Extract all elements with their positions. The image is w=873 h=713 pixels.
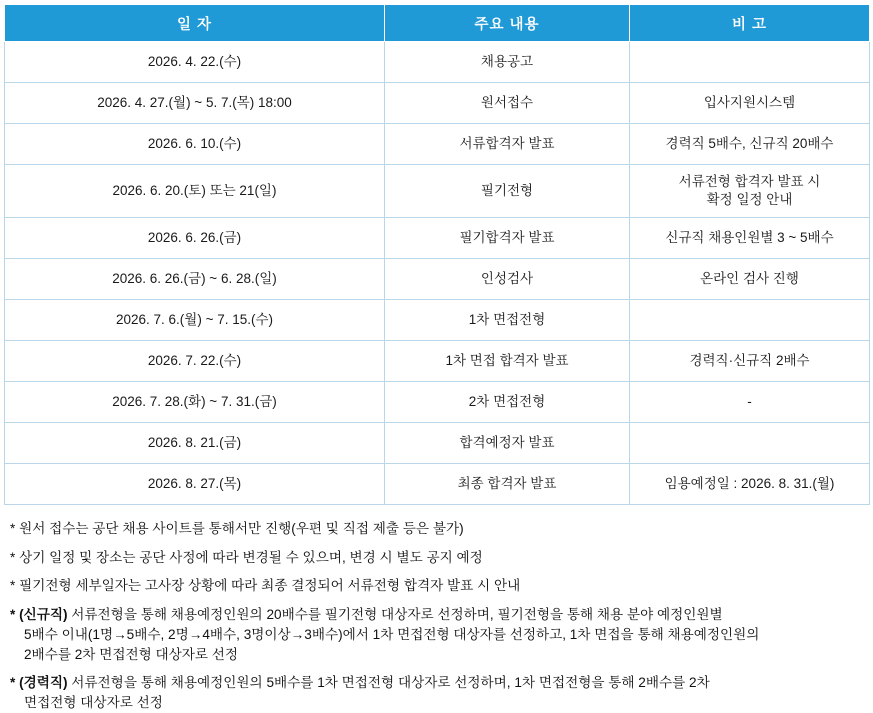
note-item [10,519,861,539]
note-text: * 필기전형 세부일자는 고사장 상황에 따라 최종 결정되어 서류전형 합격자 발표 시 안내 [10,578,521,594]
table-row [5,259,870,300]
table-row [5,423,870,464]
cell-date: 2026. 7. 6.(월) ~ 7. 15.(수) [5,300,385,341]
table-body [5,42,870,505]
recruitment-schedule-table [4,4,870,505]
note-continuation-line: 5배수 이내(1명→5배수, 2명→4배수, 3명이상→3배수)에서 1차 면접전형 대상자를 선정하고, 1차 면접을 통해 채용예정인원의 [24,626,760,642]
note-prefix: * (경력직) [10,675,68,691]
note-continuation-line: 2배수를 2차 면접전형 대상자로 선정 [24,646,239,662]
cell-date: 2026. 6. 10.(수) [5,124,385,165]
cell-content: 원서접수 [385,83,630,124]
table-row [5,300,870,341]
note-item [10,548,861,568]
note-prefix: * (신규직) [10,607,68,623]
cell-content: 1차 면접 합격자 발표 [385,341,630,382]
table-row [5,382,870,423]
cell-date: 2026. 6. 26.(금) [5,218,385,259]
cell-content: 필기합격자 발표 [385,218,630,259]
column-header-date: 일 자 [5,5,385,42]
cell-content: 인성검사 [385,259,630,300]
cell-date: 2026. 4. 27.(월) ~ 5. 7.(목) 18:00 [5,83,385,124]
table-row [5,218,870,259]
cell-remark: 경력직 5배수, 신규직 20배수 [630,124,870,165]
table-row [5,42,870,83]
table-header-row [5,5,870,42]
cell-date: 2026. 7. 22.(수) [5,341,385,382]
table-header [5,5,870,42]
note-text: * 원서 접수는 공단 채용 사이트를 통해서만 진행(우편 및 직접 제출 등은 불가) [10,521,464,536]
cell-date: 2026. 7. 28.(화) ~ 7. 31.(금) [5,382,385,423]
table-row [5,165,870,218]
cell-date: 2026. 8. 27.(목) [5,464,385,505]
cell-date: 2026. 4. 22.(수) [5,42,385,83]
cell-remark: - [630,382,870,423]
table-row [5,83,870,124]
cell-remark: 입사지원시스템 [630,83,870,124]
table-row [5,341,870,382]
cell-content: 채용공고 [385,42,630,83]
cell-remark: 신규직 채용인원별 3 ~ 5배수 [630,218,870,259]
cell-content: 1차 면접전형 [385,300,630,341]
cell-date: 2026. 6. 26.(금) ~ 6. 28.(일) [5,259,385,300]
cell-date: 2026. 8. 21.(금) [5,423,385,464]
cell-content: 합격예정자 발표 [385,423,630,464]
cell-content: 2차 면접전형 [385,382,630,423]
cell-remark: 온라인 검사 진행 [630,259,870,300]
cell-remark [630,42,870,83]
cell-remark: 경력직·신규직 2배수 [630,341,870,382]
note-item [10,605,861,664]
table-row [5,464,870,505]
cell-content: 필기전형 [385,165,630,218]
cell-content: 서류합격자 발표 [385,124,630,165]
cell-remark [630,423,870,464]
cell-content: 최종 합격자 발표 [385,464,630,505]
cell-remark [630,300,870,341]
table-row [5,124,870,165]
note-text: * 상기 일정 및 장소는 공단 사정에 따라 변경될 수 있으며, 변경 시 별도 공지 예정 [10,549,483,565]
notes-block [4,505,869,713]
column-header-remark: 비 고 [630,5,870,42]
note-text: 서류전형을 통해 채용예정인원의 20배수를 필기전형 대상자로 선정하며, 필기전형을 통해 채용 분야 예정인원별 [67,607,723,623]
cell-remark: 임용예정일 : 2026. 8. 31.(월) [630,464,870,505]
column-header-content: 주요 내용 [385,5,630,42]
note-item [10,576,861,596]
cell-date: 2026. 6. 20.(토) 또는 21(일) [5,165,385,218]
cell-remark: 서류전형 합격자 발표 시 확정 일정 안내 [630,165,870,218]
note-item [10,673,861,712]
note-text: 서류전형을 통해 채용예정인원의 5배수를 1차 면접전형 대상자로 선정하며, 1차 면접전형을 통해 2배수를 2차 [67,675,710,691]
note-continuation-line: 면접전형 대상자로 선정 [24,694,163,710]
